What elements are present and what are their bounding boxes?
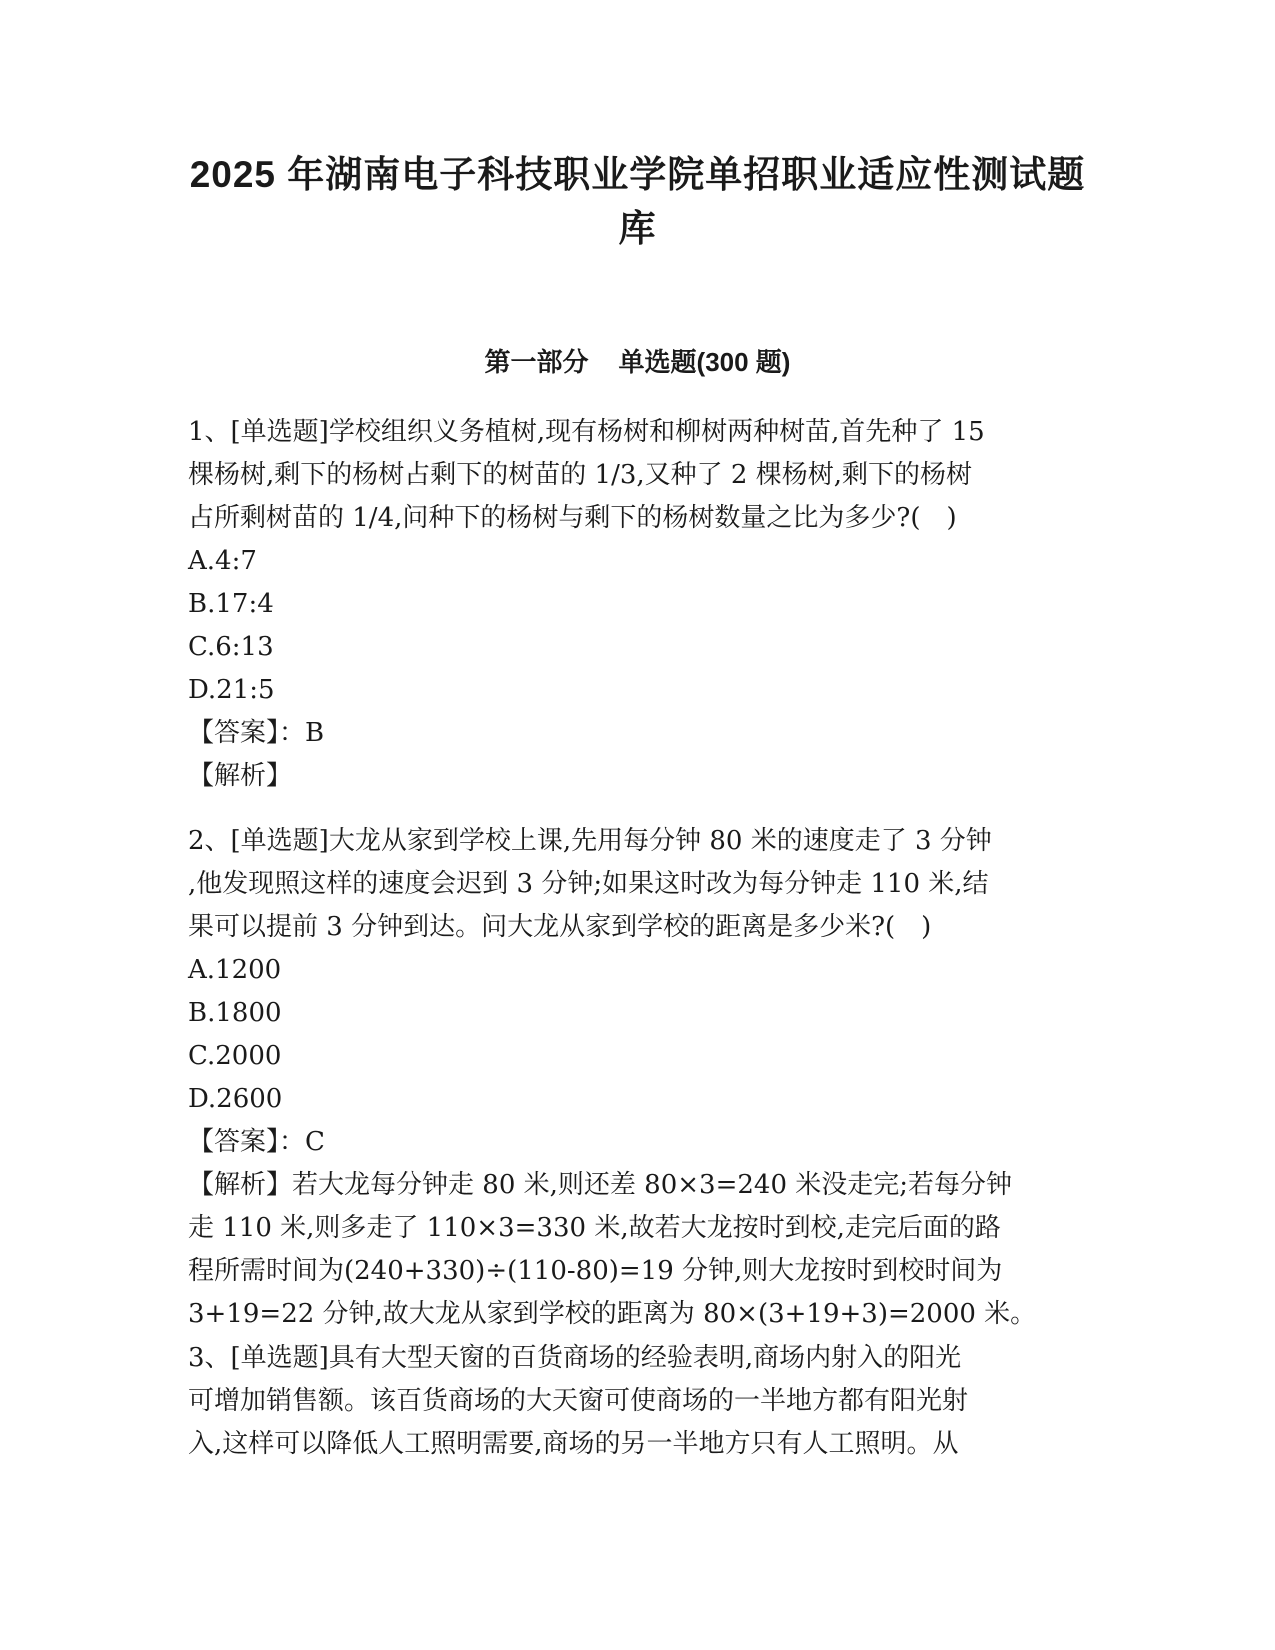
section-heading bbox=[150, 344, 1125, 380]
question-1-stem-line-1: 1、[单选题]学校组织义务植树,现有杨树和柳树两种树苗,首先种了 15 bbox=[188, 417, 985, 447]
question-2-stem-line-2: ,他发现照这样的速度会迟到 3 分钟;如果这时改为每分钟走 110 米,结 bbox=[188, 869, 989, 899]
section-heading-type: 单选题(300 题) bbox=[618, 347, 791, 377]
document-title bbox=[150, 148, 1125, 256]
question-1-option-a: A.4:7 bbox=[188, 546, 257, 576]
question-1-stem-line-3: 占所剩树苗的 1/4,问种下的杨树与剩下的杨树数量之比为多少?( ) bbox=[188, 503, 957, 533]
question-2 bbox=[188, 820, 1078, 1336]
question-2-option-b: B.1800 bbox=[188, 998, 282, 1028]
question-2-option-d: D.2600 bbox=[188, 1084, 283, 1114]
question-2-option-c: C.2000 bbox=[188, 1041, 282, 1071]
title-line-1: 2025 年湖南电子科技职业学院单招职业适应性测试题 bbox=[189, 154, 1086, 195]
question-2-analysis-line-2: 走 110 米,则多走了 110×3=330 米,故若大龙按时到校,走完后面的路 bbox=[188, 1213, 1001, 1243]
question-2-stem-line-1: 2、[单选题]大龙从家到学校上课,先用每分钟 80 米的速度走了 3 分钟 bbox=[188, 826, 992, 856]
section-heading-part: 第一部分 bbox=[484, 347, 589, 377]
title-line-2: 库 bbox=[618, 208, 657, 249]
question-3 bbox=[188, 1337, 1078, 1466]
question-1-option-d: D.21:5 bbox=[188, 675, 275, 705]
question-2-analysis-label: 【解析】 bbox=[188, 1170, 293, 1200]
question-3-stem-line-3: 入,这样可以降低人工照明需要,商场的另一半地方只有人工照明。从 bbox=[188, 1429, 959, 1459]
question-3-stem-line-1: 3、[单选题]具有大型天窗的百货商场的经验表明,商场内射入的阳光 bbox=[188, 1343, 962, 1373]
question-2-answer: 【答案】：C bbox=[188, 1127, 325, 1157]
question-2-analysis-line-3: 程所需时间为(240+330)÷(110-80)=19 分钟,则大龙按时到校时间为 bbox=[188, 1256, 1003, 1286]
question-1-analysis-label: 【解析】 bbox=[188, 761, 293, 791]
question-1 bbox=[188, 411, 1078, 798]
question-2-analysis-text-1: 若大龙每分钟走 80 米,则还差 80×3=240 米没走完;若每分钟 bbox=[292, 1170, 1013, 1200]
question-1-option-b: B.17:4 bbox=[188, 589, 274, 619]
question-2-analysis-line-4: 3+19=22 分钟,故大龙从家到学校的距离为 80×(3+19+3)=2000 米。 bbox=[188, 1299, 1037, 1329]
question-2-option-a: A.1200 bbox=[188, 955, 282, 985]
question-2-stem-line-3: 果可以提前 3 分钟到达。问大龙从家到学校的距离是多少米?( ) bbox=[188, 912, 932, 942]
question-1-answer: 【答案】：B bbox=[188, 718, 325, 748]
question-1-option-c: C.6:13 bbox=[188, 632, 274, 662]
question-2-analysis-line-1 bbox=[188, 1164, 1078, 1207]
question-3-stem-line-2: 可增加销售额。该百货商场的大天窗可使商场的一半地方都有阳光射 bbox=[188, 1386, 969, 1416]
question-1-stem-line-2: 棵杨树,剩下的杨树占剩下的树苗的 1/3,又种了 2 棵杨树,剩下的杨树 bbox=[188, 460, 972, 490]
